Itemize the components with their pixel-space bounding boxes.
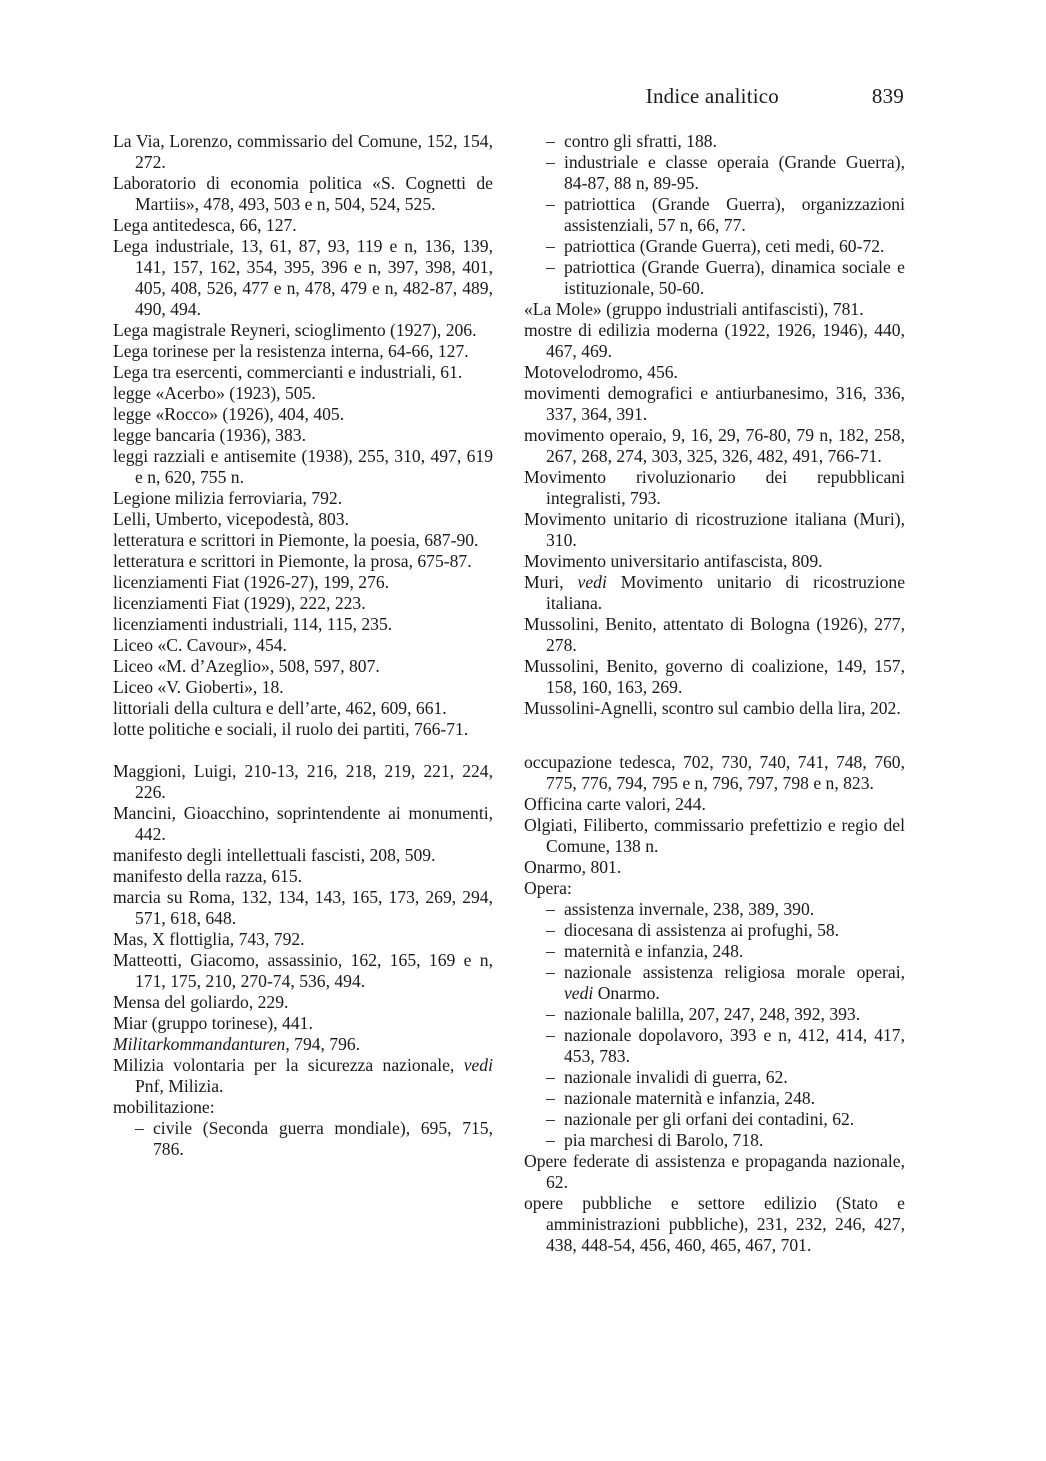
index-entry <box>113 341 493 362</box>
entry-text: «La Mole» (gruppo industriali antifascisti), 781. <box>524 299 864 319</box>
entry-text: Matteotti, Giacomo, assassinio, 162, 165, 169 e n, 171, 175, 210, 270-74, 536, 494. <box>113 950 493 991</box>
entry-text: Onarmo. <box>593 983 660 1003</box>
entry-text: Lega tra esercenti, commercianti e industriali, 61. <box>113 362 463 382</box>
entry-text: Movimento rivoluzionario dei repubblicani integralisti, 793. <box>524 467 905 508</box>
entry-text: nazionale dopolavoro, 393 e n, 412, 414, 417, 453, 783. <box>564 1025 905 1066</box>
entry-text: mobilitazione: <box>113 1097 215 1117</box>
entry-text: leggi razziali e antisemite (1938), 255, 310, 497, 619 e n, 620, 755 n. <box>113 446 493 487</box>
entry-text: Lega industriale, 13, 61, 87, 93, 119 e n, 136, 139, 141, 157, 162, 354, 395, 396 e n, 397, 398, 401, 405, 408, 526, 477 e n, 478, 479 e n, 482-87, 489, 490, 494. <box>113 236 493 319</box>
entry-text: patriottica (Grande Guerra), organizzazioni assistenziali, 57 n, 66, 77. <box>564 194 905 235</box>
entry-text: Mussolini-Agnelli, scontro sul cambio della lira, 202. <box>524 698 901 718</box>
entry-text: manifesto della razza, 615. <box>113 866 303 886</box>
page-number: 839 <box>871 84 904 108</box>
index-entry <box>113 488 493 509</box>
index-entry <box>113 761 493 803</box>
index-entry <box>524 1193 905 1256</box>
index-entry <box>113 950 493 992</box>
index-entry <box>113 845 493 866</box>
index-entry <box>524 752 905 794</box>
entry-text: patriottica (Grande Guerra), dinamica sociale e istituzionale, 50-60. <box>564 257 905 298</box>
entry-text: civile (Seconda guerra mondiale), 695, 715, 786. <box>153 1118 493 1159</box>
entry-text: nazionale per gli orfani dei contadini, 62. <box>564 1109 855 1129</box>
entry-text: patriottica (Grande Guerra), ceti medi, 60-72. <box>564 236 885 256</box>
index-entry <box>113 215 493 236</box>
entry-text: Milizia volontaria per la sicurezza nazionale, <box>113 1055 464 1075</box>
entry-text: marcia su Roma, 132, 134, 143, 165, 173, 269, 294, 571, 618, 648. <box>113 887 493 928</box>
letter-group-gap <box>524 719 905 752</box>
entry-text: Opere federate di assistenza e propaganda nazionale, 62. <box>524 1151 905 1192</box>
entry-text: mostre di edilizia moderna (1922, 1926, 1946), 440, 467, 469. <box>524 320 905 361</box>
entry-text: assistenza invernale, 238, 389, 390. <box>564 899 815 919</box>
entry-text: Opera: <box>524 878 572 898</box>
entry-text: Liceo «C. Cavour», 454. <box>113 635 287 655</box>
entry-text: Mensa del goliardo, 229. <box>113 992 289 1012</box>
index-column-left <box>113 131 493 1160</box>
index-entry <box>524 698 905 719</box>
index-entry <box>524 656 905 698</box>
index-entry <box>113 446 493 488</box>
entry-text: Movimento unitario di ricostruzione italiana (Muri), 310. <box>524 509 905 550</box>
index-entry <box>113 425 493 446</box>
index-entry <box>113 887 493 929</box>
entry-text: Liceo «M. d’Azeglio», 508, 597, 807. <box>113 656 380 676</box>
index-entry <box>113 614 493 635</box>
index-entry <box>113 1034 493 1055</box>
entry-text: Mancini, Gioacchino, soprintendente ai monumenti, 442. <box>113 803 493 844</box>
entry-text: legge «Acerbo» (1923), 505. <box>113 383 316 403</box>
index-subentry <box>524 1130 905 1151</box>
entry-text: contro gli sfratti, 188. <box>564 131 717 151</box>
entry-text: Pnf, Milizia. <box>135 1076 224 1096</box>
entry-text: Lega torinese per la resistenza interna, 64-66, 127. <box>113 341 469 361</box>
entry-text: legge «Rocco» (1926), 404, 405. <box>113 404 345 424</box>
entry-text: Miar (gruppo torinese), 441. <box>113 1013 313 1033</box>
index-subentry <box>524 1109 905 1130</box>
entry-text: lotte politiche e sociali, il ruolo dei partiti, 766-71. <box>113 719 469 739</box>
entry-italic-term: Militarkommandanturen <box>113 1034 286 1054</box>
index-entry <box>113 383 493 404</box>
index-subentry <box>524 257 905 299</box>
entry-text: nazionale assistenza religiosa morale operai, <box>564 962 905 982</box>
entry-text: Maggioni, Luigi, 210-13, 216, 218, 219, 221, 224, 226. <box>113 761 493 802</box>
entry-text: Movimento unitario di ricostruzione italiana. <box>546 572 906 613</box>
index-subentry <box>524 920 905 941</box>
index-entry <box>113 803 493 845</box>
index-entry <box>113 1097 493 1118</box>
entry-text: movimento operaio, 9, 16, 29, 76-80, 79 n, 182, 258, 267, 268, 274, 303, 325, 326, 482, 491, 766-71. <box>524 425 905 466</box>
index-entry <box>113 572 493 593</box>
entry-text: industriale e classe operaia (Grande Guerra), 84-87, 88 n, 89-95. <box>564 152 905 193</box>
index-subentry <box>524 152 905 194</box>
index-entry <box>113 1055 493 1097</box>
entry-text: Muri, <box>524 572 578 592</box>
entry-text: Laboratorio di economia politica «S. Cognetti de Martiis», 478, 493, 503 e n, 504, 524, 525. <box>113 173 493 214</box>
entry-text: licenziamenti Fiat (1926-27), 199, 276. <box>113 572 390 592</box>
index-entry <box>113 551 493 572</box>
entry-text: opere pubbliche e settore edilizio (Stato e amministrazioni pubbliche), 231, 232, 246, 427, 438, 448-54, 456, 460, 465, 467, 701. <box>524 1193 905 1255</box>
index-entry <box>113 593 493 614</box>
entry-text: Onarmo, 801. <box>524 857 622 877</box>
index-entry <box>524 572 905 614</box>
index-entry <box>524 551 905 572</box>
index-entry <box>113 173 493 215</box>
index-entry <box>113 992 493 1013</box>
entry-text: movimenti demografici e antiurbanesimo, 316, 336, 337, 364, 391. <box>524 383 905 424</box>
index-entry <box>524 794 905 815</box>
index-subentry <box>524 131 905 152</box>
index-entry <box>113 929 493 950</box>
index-entry <box>524 383 905 425</box>
index-subentry <box>524 1025 905 1067</box>
index-entry <box>524 878 905 899</box>
entry-text: Olgiati, Filiberto, commissario prefettizio e regio del Comune, 138 n. <box>524 815 905 856</box>
index-subentry <box>524 1004 905 1025</box>
index-subentry <box>524 236 905 257</box>
index-entry <box>524 467 905 509</box>
index-entry <box>113 656 493 677</box>
index-entry <box>113 131 493 173</box>
index-entry <box>524 857 905 878</box>
index-entry <box>524 509 905 551</box>
index-entry <box>524 425 905 467</box>
entry-text: letteratura e scrittori in Piemonte, la poesia, 687-90. <box>113 530 479 550</box>
index-entry <box>113 698 493 719</box>
index-entry <box>524 1151 905 1193</box>
entry-text: maternità e infanzia, 248. <box>564 941 744 961</box>
page-header <box>0 84 1046 112</box>
index-entry <box>113 509 493 530</box>
index-entry <box>524 362 905 383</box>
entry-text: Motovelodromo, 456. <box>524 362 678 382</box>
letter-group-gap <box>113 740 493 761</box>
index-subentry <box>113 1118 493 1160</box>
entry-text: diocesana di assistenza ai profughi, 58. <box>564 920 840 940</box>
index-entry <box>524 320 905 362</box>
index-subentry <box>524 1088 905 1109</box>
index-entry <box>113 236 493 320</box>
running-title: Indice analitico <box>645 84 779 108</box>
entry-text: nazionale balilla, 207, 247, 248, 392, 393. <box>564 1004 861 1024</box>
index-entry <box>113 404 493 425</box>
entry-text: Lega antitedesca, 66, 127. <box>113 215 297 235</box>
entry-text: Lega magistrale Reyneri, scioglimento (1927), 206. <box>113 320 477 340</box>
index-entry <box>113 320 493 341</box>
entry-text: , 794, 796. <box>285 1034 361 1054</box>
index-entry <box>113 677 493 698</box>
entry-text: licenziamenti Fiat (1929), 222, 223. <box>113 593 366 613</box>
index-entry <box>113 635 493 656</box>
entry-text: licenziamenti industriali, 114, 115, 235. <box>113 614 393 634</box>
index-subentry <box>524 194 905 236</box>
entry-text: Mussolini, Benito, attentato di Bologna (1926), 277, 278. <box>524 614 905 655</box>
index-subentry <box>524 899 905 920</box>
entry-text: Mas, X flottiglia, 743, 792. <box>113 929 305 949</box>
entry-text: Movimento universitario antifascista, 809. <box>524 551 823 571</box>
entry-text: Mussolini, Benito, governo di coalizione, 149, 157, 158, 160, 163, 269. <box>524 656 905 697</box>
index-entry <box>524 299 905 320</box>
index-entry <box>113 866 493 887</box>
entry-text: nazionale maternità e infanzia, 248. <box>564 1088 816 1108</box>
entry-text: pia marchesi di Barolo, 718. <box>564 1130 764 1150</box>
index-entry <box>524 815 905 857</box>
entry-text: nazionale invalidi di guerra, 62. <box>564 1067 788 1087</box>
index-subentry <box>524 1067 905 1088</box>
entry-text: La Via, Lorenzo, commissario del Comune, 152, 154, 272. <box>113 131 493 172</box>
entry-text: Officina carte valori, 244. <box>524 794 706 814</box>
entry-text: Legione milizia ferroviaria, 792. <box>113 488 343 508</box>
index-subentry <box>524 962 905 1004</box>
entry-text: manifesto degli intellettuali fascisti, 208, 509. <box>113 845 436 865</box>
index-entry <box>524 614 905 656</box>
entry-text: occupazione tedesca, 702, 730, 740, 741, 748, 760, 775, 776, 794, 795 e n, 796, 797, 798 e n, 823. <box>524 752 905 793</box>
index-column-right <box>524 131 905 1256</box>
index-entry <box>113 719 493 740</box>
index-subentry <box>524 941 905 962</box>
index-entry <box>113 530 493 551</box>
index-entry <box>113 1013 493 1034</box>
entry-text: letteratura e scrittori in Piemonte, la prosa, 675-87. <box>113 551 472 571</box>
entry-text: Lelli, Umberto, vicepodestà, 803. <box>113 509 349 529</box>
index-entry <box>113 362 493 383</box>
entry-cross-reference: vedi <box>463 1055 493 1075</box>
entry-text: Liceo «V. Gioberti», 18. <box>113 677 284 697</box>
entry-text: legge bancaria (1936), 383. <box>113 425 306 445</box>
entry-text: littoriali della cultura e dell’arte, 462, 609, 661. <box>113 698 447 718</box>
entry-cross-reference: vedi <box>564 983 594 1003</box>
entry-cross-reference: vedi <box>577 572 607 592</box>
